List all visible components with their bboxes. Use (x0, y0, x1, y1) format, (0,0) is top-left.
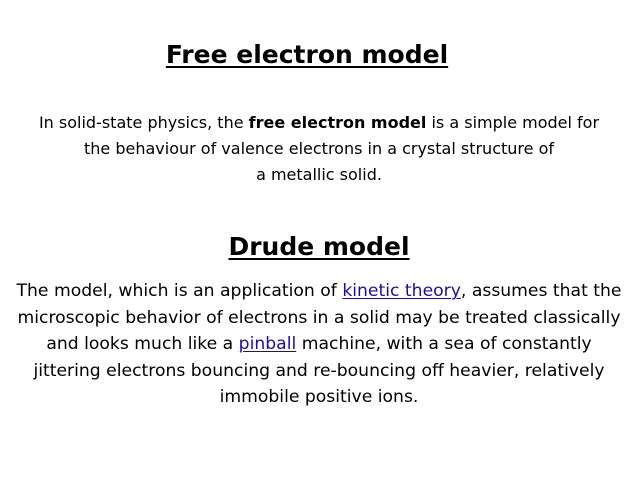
paragraph-line: the behaviour of valence electrons in a crystal structure of (84, 139, 554, 158)
pinball-link[interactable]: pinball (238, 334, 297, 354)
text-segment: In solid-state physics, the (38, 113, 249, 132)
kinetic-theory-link[interactable]: kinetic theory (342, 281, 461, 301)
paragraph-line (2, 331, 636, 358)
free-electron-model-paragraph (6, 110, 632, 188)
text-segment: is a simple model for (426, 113, 600, 132)
paragraph-line (2, 278, 636, 305)
free-electron-model-heading (0, 40, 626, 70)
text-segment: machine, with a sea of constantly (296, 334, 592, 354)
text-segment: and looks much like a (46, 334, 239, 354)
paragraph-line: a metallic solid. (256, 165, 382, 184)
drude-model-heading (0, 232, 638, 262)
drude-model-paragraph (2, 278, 636, 411)
drude-model-title: Drude model (228, 232, 410, 261)
paragraph-line: microscopic behavior of electrons in a solid may be treated classically (17, 307, 621, 328)
paragraph-line: jittering electrons bouncing and re-bouncing off heavier, relatively (33, 360, 605, 381)
bold-term: free electron model (248, 113, 427, 132)
paragraph-line: immobile positive ions. (219, 387, 419, 407)
paragraph-line (6, 110, 632, 136)
text-segment: , assumes that the (460, 281, 622, 301)
free-electron-model-title: Free electron model (165, 40, 449, 69)
text-segment: The model, which is an application of (16, 281, 343, 301)
